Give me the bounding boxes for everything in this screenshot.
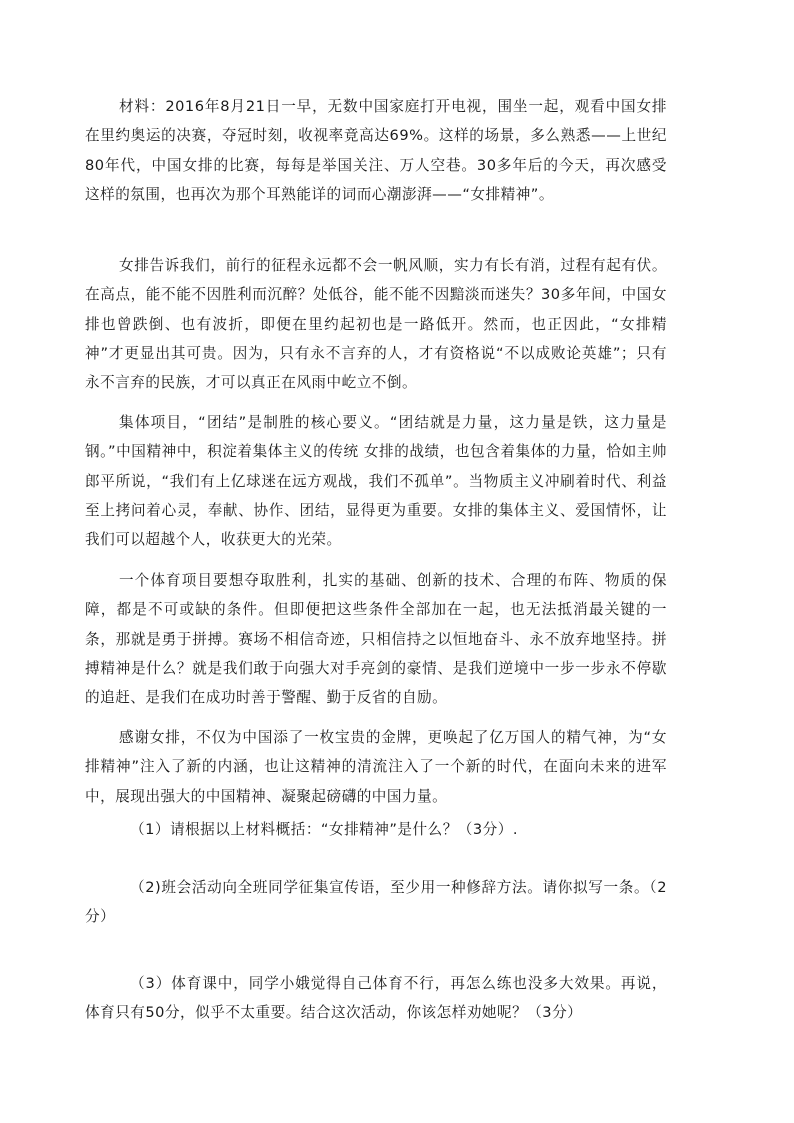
question-1: （1）请根据以上材料概括：“女排精神”是什么？（3分）.: [130, 821, 518, 838]
material-paragraph-5: 感谢女排，不仅为中国添了一枚宝贵的金牌，更唤起了亿万国人的精气神，为“女排精神”注入了新的内涵，也让这精神的清流注入了一个新的时代，在面向未来的进军中，展现出强大的中国精神、凝聚起磅礴的中国力量。: [85, 729, 667, 805]
material-paragraph-4: 一个体育项目要想夺取胜利，扎实的基础、创新的技术、合理的布阵、物质的保障，都是不可或缺的条件。但即便把这些条件全部加在一起，也无法抵消最关键的一条，那就是勇于拼搏。赛场不相信奇迹，只相信持之以恒地奋斗、永不放弃地坚持。拼搏精神是什么？就是我们敢于向强大对手亮剑的豪情、是我们逆境中一步一步永不停歇的追赶、是我们在成功时善于警醒、勤于反省的自励。: [85, 572, 667, 707]
material-paragraph-3: 集体项目，“团结”是制胜的核心要义。“团结就是力量，这力量是铁，这力量是钢。”中国精神中，积淀着集体主义的传统 女排的战绩，也包含着集体的力量，恰如主帅郎平所说，“我们有上亿球迷在远方观战，我们不孤单”。当物质主义冲刷着时代、利益至上拷问着心灵，奉献、协作、团结，显得更为重要。女排的集体主义、爱国情怀，让我们可以超越个人，收获更大的光荣。: [85, 414, 667, 549]
material-paragraph-1: 材料：2016年8月21日一早，无数中国家庭打开电视，围坐一起，观看中国女排在里约奥运的决赛，夺冠时刻，收视率竟高达69%。这样的场景，多么熟悉——上世纪80年代，中国女排的比赛，每每是举国关注、万人空巷。30多年后的今天，再次感受这样的氛围，也再次为那个耳熟能详的词而心潮澎湃——“女排精神”。: [85, 98, 667, 203]
question-2: （2)班会活动向全班同学征集宣传语，至少用一种修辞方法。请你拟写一条。（2分）: [85, 879, 667, 926]
material-paragraph-2: 女排告诉我们，前行的征程永远都不会一帆风顺，实力有长有消，过程有起有伏。在高点，能不能不因胜利而沉醉？处低谷，能不能不因黯淡而迷失？30多年间，中国女排也曾跌倒、也有波折，即便在里约起初也是一路低开。然而，也正因此，“女排精神”才更显出其可贵。因为，只有永不言弃的人，才有资格说“不以成败论英雄”；只有永不言弃的民族，才可以真正在风雨中屹立不倒。: [85, 257, 667, 392]
question-3: （3）体育课中，同学小娥觉得自己体育不行，再怎么练也没多大效果。再说，体育只有50分，似乎不太重要。结合这次活动，你该怎样劝她呢？（3分）: [85, 975, 667, 1022]
